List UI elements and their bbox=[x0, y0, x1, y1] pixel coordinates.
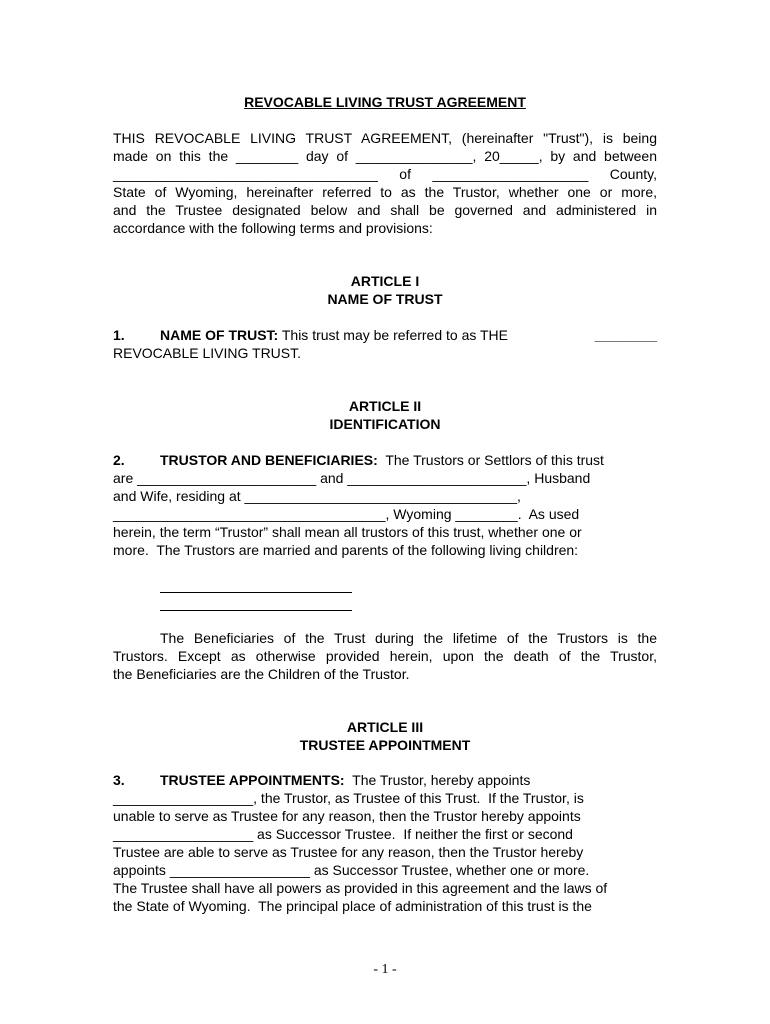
section-text: Trustee are able to serve as Trustee for any reason, then the Trustor hereby bbox=[113, 844, 584, 860]
section-text: __________________ as Successor Trustee. If neither the first or second bbox=[113, 826, 573, 842]
intro-line: and the Trustee designated below and shall be governed and administered in bbox=[113, 202, 657, 218]
intro-line: made on this the ________ day of _______________, 20_____, by and between bbox=[113, 148, 657, 164]
beneficiaries-text: Trustors. Except as otherwise provided herein, upon the death of the Trustor, bbox=[113, 648, 657, 664]
section-number: 1. bbox=[113, 327, 125, 343]
section-text: REVOCABLE LIVING TRUST. bbox=[113, 345, 302, 361]
section-text: herein, the term “Trustor” shall mean all trustors of this trust, whether one or bbox=[113, 524, 582, 540]
section-label: TRUSTEE APPOINTMENTS: bbox=[160, 772, 345, 788]
section-text: The Trustors or Settlors of this trust bbox=[377, 452, 604, 468]
article-3-heading: ARTICLE III bbox=[346, 719, 424, 735]
article-3-subheading: TRUSTEE APPOINTMENT bbox=[299, 737, 471, 753]
section-2-line-1 bbox=[160, 451, 604, 469]
article-1-subheading: NAME OF TRUST bbox=[327, 291, 443, 307]
section-number: 2. bbox=[113, 452, 125, 468]
section-1-line-1 bbox=[160, 326, 657, 344]
intro-line: __________________________________ of ____________________ County, bbox=[113, 166, 657, 182]
section-number: 3. bbox=[113, 772, 125, 788]
section-text: unable to serve as Trustee for any reason, then the Trustor hereby appoints bbox=[113, 808, 581, 824]
section-text: ___________________________________, Wyoming ________. As used bbox=[113, 506, 580, 522]
child-name-blank bbox=[160, 610, 352, 611]
beneficiaries-text: The Beneficiaries of the Trust during the lifetime of the Trustors is the bbox=[160, 630, 657, 646]
document-title: REVOCABLE LIVING TRUST AGREEMENT bbox=[244, 94, 526, 110]
section-text: appoints __________________ as Successor Trustee, whether one or more. bbox=[113, 862, 590, 878]
section-text: This trust may be referred to as THE bbox=[278, 327, 512, 343]
article-2-heading: ARTICLE II bbox=[348, 398, 422, 414]
section-1-line-1-lead bbox=[160, 326, 512, 344]
section-label: NAME OF TRUST: bbox=[160, 327, 279, 343]
section-3-line-1 bbox=[160, 771, 530, 789]
child-name-blank bbox=[160, 592, 352, 593]
section-text: more. The Trustors are married and parents of the following living children: bbox=[113, 542, 579, 558]
intro-line: State of Wyoming, hereinafter referred to as the Trustor, whether one or more, bbox=[113, 184, 657, 200]
section-text: The Trustee shall have all powers as provided in this agreement and the laws of bbox=[113, 880, 608, 896]
section-label: TRUSTOR AND BENEFICIARIES: bbox=[160, 452, 378, 468]
article-1-heading: ARTICLE I bbox=[350, 273, 420, 289]
trust-name-blank: ________ bbox=[594, 327, 657, 343]
article-2-subheading: IDENTIFICATION bbox=[329, 416, 441, 432]
section-text: and Wife, residing at ___________________________________, bbox=[113, 488, 521, 504]
section-text: The Trustor, hereby appoints bbox=[344, 772, 531, 788]
page-number: - 1 - bbox=[373, 962, 397, 977]
section-text: are _______________________ and _______________________, Husband bbox=[113, 470, 591, 486]
intro-line: accordance with the following terms and provisions: bbox=[113, 220, 433, 236]
section-text: the State of Wyoming. The principal place of administration of this trust is the bbox=[113, 898, 592, 914]
beneficiaries-text: the Beneficiaries are the Children of the Trustor. bbox=[113, 666, 410, 682]
intro-line: THIS REVOCABLE LIVING TRUST AGREEMENT, (hereinafter "Trust"), is being bbox=[113, 130, 657, 146]
section-text: __________________, the Trustor, as Trustee of this Trust. If the Trustor, is bbox=[113, 790, 584, 806]
